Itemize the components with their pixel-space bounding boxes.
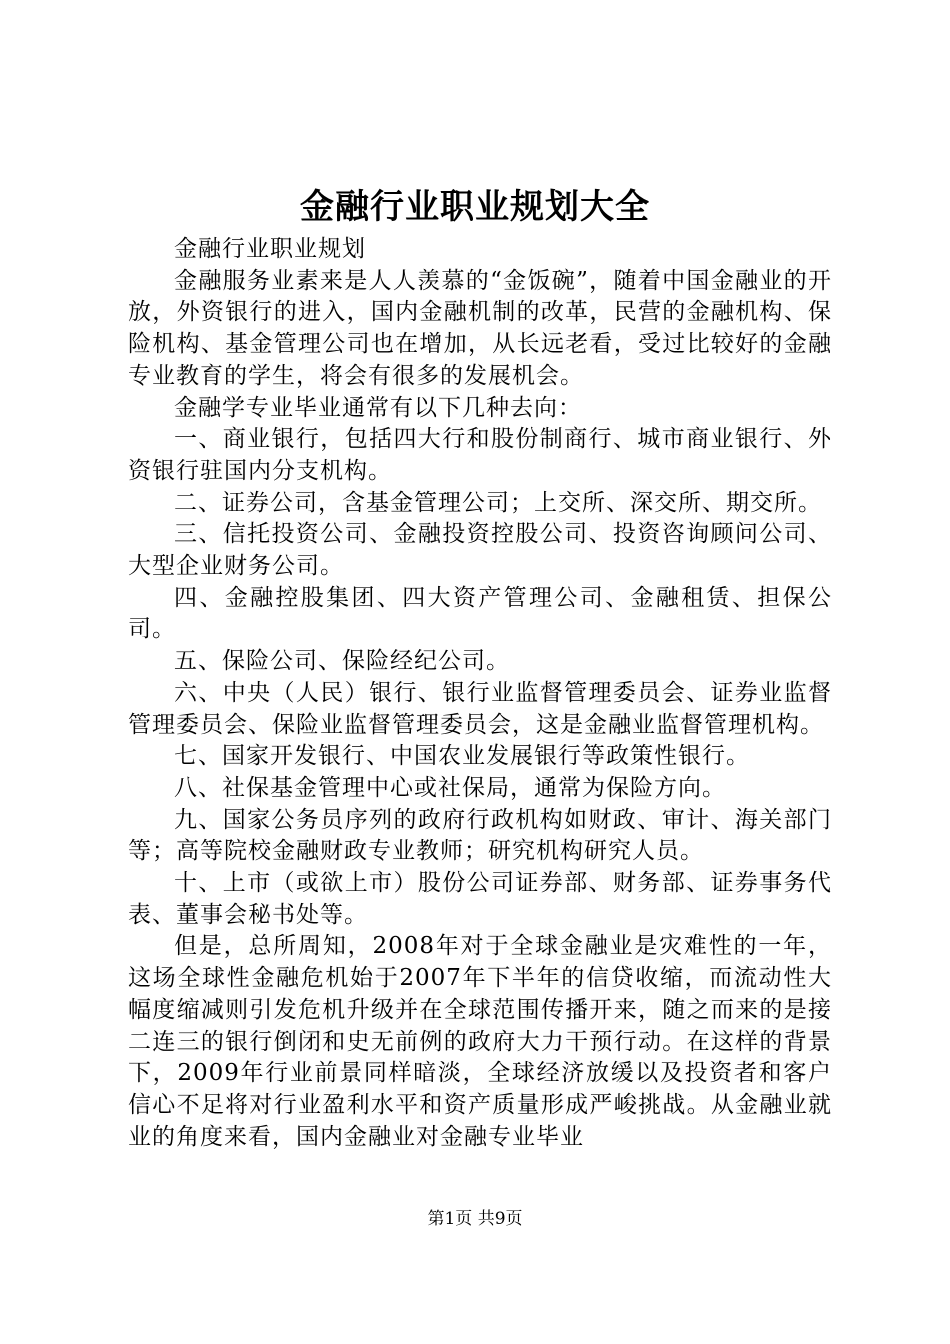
list-item-1: 一、商业银行，包括四大行和股份制商行、城市商业银行、外资银行驻国内分支机构。 bbox=[128, 426, 832, 484]
paragraph-destinations-lead: 金融学专业毕业通常有以下几种去向： bbox=[174, 394, 582, 421]
list-item-2: 二、证券公司，含基金管理公司；上交所、深交所、期交所。 bbox=[174, 489, 822, 516]
page-footer: 第1页 共9页 bbox=[427, 1209, 523, 1229]
list-item-10: 十、上市（或欲上市）股份公司证券部、财务部、证券事务代表、董事会秘书处等。 bbox=[128, 870, 832, 928]
document-body bbox=[128, 234, 832, 1153]
paragraph-crisis: 但是，总所周知，2008年对于全球金融业是灾难性的一年，这场全球性金融危机始于2007年下半年的信贷收缩，而流动性大幅度缩减则引发危机升级并在全球范围传播开来，随之而来的是接二连三的银行倒闭和史无前例的政府大力干预行动。在这样的背景下，2009年行业前景同样暗淡，全球经济放缓以及投资者和客户信心不足将对行业盈利水平和资产质量形成严峻挑战。从金融业就业的角度来看，国内金融业对金融专业毕业 bbox=[128, 933, 832, 1150]
list-item-4: 四、金融控股集团、四大资产管理公司、金融租赁、担保公司。 bbox=[128, 584, 832, 643]
list-item-8: 八、社保基金管理中心或社保局，通常为保险方向。 bbox=[174, 774, 726, 801]
list-item-9: 九、国家公务员序列的政府行政机构如财政、审计、海关部门等；高等院校金融财政专业教师；研究机构研究人员。 bbox=[128, 806, 832, 865]
list-item-3: 三、信托投资公司、金融投资控股公司、投资咨询顾问公司、大型企业财务公司。 bbox=[128, 521, 832, 580]
list-item-7: 七、国家开发银行、中国农业发展银行等政策性银行。 bbox=[174, 743, 750, 770]
list-item-5: 五、保险公司、保险经纪公司。 bbox=[174, 648, 510, 675]
paragraph-intro: 金融服务业素来是人人羡慕的“金饭碗”，随着中国金融业的开放，外资银行的进入，国内金融机制的改革，民营的金融机构、保险机构、基金管理公司也在增加，从长远老看，受过比较好的金融专业教育的学生，将会有很多的发展机会。 bbox=[128, 267, 832, 389]
document-title: 金融行业职业规划大全 bbox=[300, 187, 650, 227]
paragraph-subtitle: 金融行业职业规划 bbox=[174, 236, 366, 262]
list-item-6: 六、中央（人民）银行、银行业监督管理委员会、证券业监督管理委员会、保险业监督管理委员会，这是金融业监督管理机构。 bbox=[128, 679, 832, 738]
